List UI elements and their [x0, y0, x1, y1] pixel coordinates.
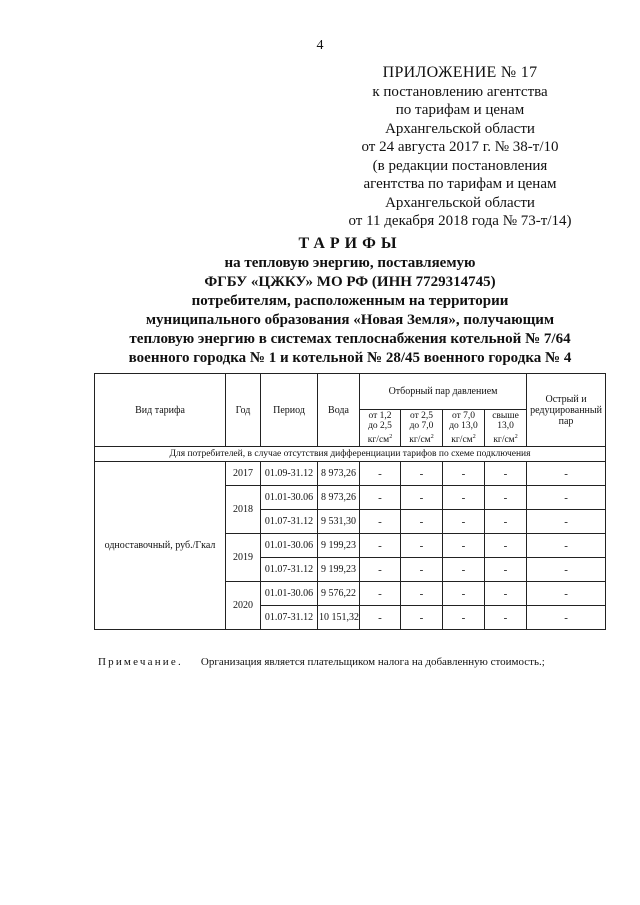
header-water: Вода	[318, 374, 360, 447]
table-row	[95, 462, 606, 486]
year-cell: 2020	[226, 582, 261, 630]
document-title: ТАРИФЫ	[298, 235, 402, 252]
steam-cell: -	[443, 558, 485, 582]
steam-cell: -	[443, 462, 485, 486]
water-cell: 8 973,26	[318, 462, 360, 486]
steam-cell: -	[360, 534, 401, 558]
water-cell: 9 199,23	[318, 558, 360, 582]
appendix-line: Архангельской области	[385, 194, 535, 211]
steam-range-from: от 1,2	[368, 410, 392, 421]
sharp-steam-cell: -	[527, 510, 606, 534]
steam-cell: -	[443, 510, 485, 534]
steam-cell: -	[443, 486, 485, 510]
steam-range-unit: $кг/см^2$	[367, 433, 393, 445]
steam-range-to: до 7,0	[409, 421, 434, 432]
header-sharp-steam: Острый и редуцированный пар	[527, 374, 606, 447]
steam-cell: -	[401, 510, 443, 534]
appendix-line: агентства по тарифам и ценам	[363, 176, 557, 192]
tariff-table	[94, 373, 606, 630]
water-cell: 10 151,32	[318, 606, 360, 630]
heading-line: потребителям, расположенным на территории	[191, 293, 509, 309]
steam-cell: -	[360, 558, 401, 582]
header-tariff-type: Вид тарифа	[95, 374, 226, 447]
year-cell: 2018	[226, 486, 261, 534]
sharp-steam-cell: -	[527, 558, 606, 582]
steam-cell: -	[360, 486, 401, 510]
steam-cell: -	[401, 582, 443, 606]
water-cell: 9 576,22	[318, 582, 360, 606]
sharp-steam-cell: -	[527, 606, 606, 630]
steam-cell: -	[485, 606, 527, 630]
condition-row: Для потребителей, в случае отсутствия дифференциации тарифов по схеме подключения	[95, 447, 606, 462]
appendix-line: от 11 декабря 2018 года № 73-т/14)	[348, 213, 572, 229]
heading-line: военного городка № 1 и котельной № 28/45 военного городка № 4	[128, 350, 572, 366]
heading-line: муниципального образования «Новая Земля», получающим	[145, 312, 555, 328]
sharp-steam-cell: -	[527, 486, 606, 510]
steam-cell: -	[443, 534, 485, 558]
steam-cell: -	[485, 558, 527, 582]
period-cell: 01.07-31.12	[261, 606, 318, 630]
period-cell: 01.01-30.06	[261, 582, 318, 606]
steam-cell: -	[485, 486, 527, 510]
steam-range-from: от 7,0	[451, 410, 476, 421]
steam-cell: -	[401, 486, 443, 510]
appendix-line: (в редакции постановления	[372, 157, 548, 174]
steam-cell: -	[485, 462, 527, 486]
header-period: Период	[261, 374, 318, 447]
year-cell: 2017	[226, 462, 261, 486]
water-cell: 8 973,26	[318, 486, 360, 510]
sharp-steam-cell: -	[527, 582, 606, 606]
document-heading	[90, 234, 610, 368]
steam-range-to: до 13,0	[449, 421, 478, 432]
appendix-line: Архангельской области	[385, 120, 535, 137]
steam-cell: -	[360, 510, 401, 534]
header-steam-range-4	[485, 410, 527, 447]
header-steam-range-2	[401, 410, 443, 447]
steam-range-to: 13,0	[497, 421, 514, 432]
steam-cell: -	[401, 534, 443, 558]
heading-line: ФГБУ «ЦЖКУ» МО РФ (ИНН 7729314745)	[204, 274, 496, 290]
steam-cell: -	[401, 606, 443, 630]
appendix-line: от 24 августа 2017 г. № 38-т/10	[361, 139, 559, 155]
steam-cell: -	[360, 606, 401, 630]
tariff-name-cell: одноставочный, руб./Гкал	[95, 462, 226, 630]
period-cell: 01.01-30.06	[261, 534, 318, 558]
steam-range-from: свыше	[492, 410, 519, 421]
appendix-line: по тарифам и ценам	[395, 102, 525, 118]
steam-cell: -	[443, 606, 485, 630]
footnote-text: Организация является плательщиком налога на добавленную стоимость.;	[200, 656, 545, 668]
sharp-steam-cell: -	[527, 462, 606, 486]
steam-cell: -	[485, 534, 527, 558]
year-cell: 2019	[226, 534, 261, 582]
appendix-line: к постановлению агентства	[372, 83, 548, 100]
header-steam-group: Отборный пар давлением	[360, 374, 527, 410]
footnote-label: Примечание.	[98, 656, 183, 668]
steam-cell: -	[360, 462, 401, 486]
period-cell: 01.07-31.12	[261, 558, 318, 582]
steam-cell: -	[401, 462, 443, 486]
header-year: Год	[226, 374, 261, 447]
heading-line: тепловую энергию в системах теплоснабжения котельной № 7/64	[129, 331, 571, 347]
heading-line: на тепловую энергию, поставляемую	[224, 255, 476, 271]
water-cell: 9 531,30	[318, 510, 360, 534]
steam-cell: -	[485, 582, 527, 606]
footnote	[98, 656, 545, 668]
water-cell: 9 199,23	[318, 534, 360, 558]
appendix-block	[330, 64, 590, 231]
steam-cell: -	[401, 558, 443, 582]
steam-cell: -	[360, 582, 401, 606]
steam-cell: -	[485, 510, 527, 534]
appendix-line: ПРИЛОЖЕНИЕ № 17	[382, 64, 538, 81]
steam-range-from: от 2,5	[409, 410, 434, 421]
period-cell: 01.01-30.06	[261, 486, 318, 510]
steam-range-unit: $кг/см^2$	[493, 433, 518, 445]
page-number: 4	[316, 38, 324, 53]
steam-range-unit: $кг/см^2$	[451, 433, 476, 445]
steam-range-unit: $кг/см^2$	[409, 433, 434, 445]
period-cell: 01.07-31.12	[261, 510, 318, 534]
sharp-steam-cell: -	[527, 534, 606, 558]
header-steam-range-3	[443, 410, 485, 447]
steam-cell: -	[443, 582, 485, 606]
header-steam-range-1	[360, 410, 401, 447]
steam-range-to: до 2,5	[368, 421, 392, 432]
period-cell: 01.09-31.12	[261, 462, 318, 486]
